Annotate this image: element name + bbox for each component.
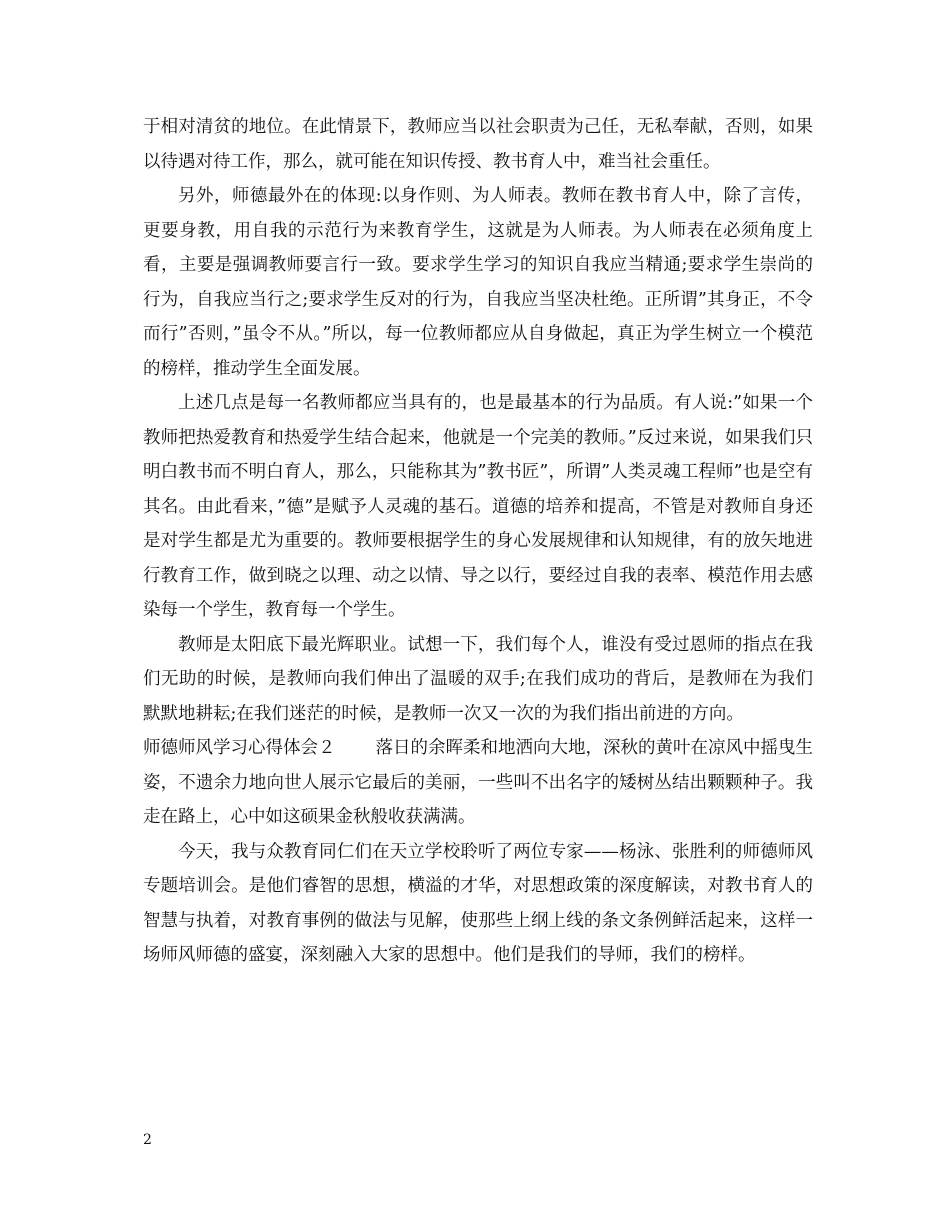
document-page [143, 110, 813, 973]
section-heading: 师德师风学习心得体会２ [143, 738, 336, 758]
section-paragraph-2: 今天，我与众教育同仁们在天立学校聆听了两位专家——杨泳、张胜利的师德师风专题培训会。是他们睿智的思想，横溢的才华，对思想政策的深度解读，对教书育人的智慧与执着，对教育事例的做法与见解，使那些上纲上线的条文条例鲜活起来，这样一场师风师德的盛宴，深刻融入大家的思想中。他们是我们的导师，我们的榜样。 [143, 841, 813, 965]
paragraph-3: 上述几点是每一名教师都应当具有的，也是最基本的行为品质。有人说:”如果一个教师把热爱教育和热爱学生结合起来，他就是一个完美的教师。”反过来说，如果我们只明白教书而不明白育人，那么，只能称其为”教书匠”，所谓”人类灵魂工程师”也是空有其名。由此看来，”德”是赋予人灵魂的基石。道德的培养和提高，不管是对教师自身还是对学生都是尤为重要的。教师要根据学生的身心发展规律和认知规律，有的放矢地进行教育工作，做到晓之以理、动之以情、导之以行，要经过自我的表率、模范作用去感染每一个学生，教育每一个学生。 [143, 393, 813, 620]
page-number: 2 [143, 1132, 152, 1148]
paragraph-4: 教师是太阳底下最光辉职业。试想一下，我们每个人，谁没有受过恩师的指点在我们无助的时候，是教师向我们伸出了温暖的双手;在我们成功的背后，是教师在为我们默默地耕耘;在我们迷茫的时候，是教师一次又一次的为我们指出前进的方向。 [143, 634, 813, 724]
section-paragraph-1: 落日的余晖柔和地洒向大地，深秋的黄叶在凉风中摇曳生姿，不遗余力地向世人展示它最后的美丽，一些叫不出名字的矮树丛结出颗颗种子。我走在路上，心中如这硕果金秋般收获满满。 [143, 738, 813, 827]
paragraph-2: 另外，师德最外在的体现:以身作则、为人师表。教师在教书育人中，除了言传，更要身教，用自我的示范行为来教育学生，这就是为人师表。为人师表在必须角度上看，主要是强调教师要言行一致。要求学生学习的知识自我应当精通;要求学生崇尚的行为，自我应当行之;要求学生反对的行为，自我应当坚决杜绝。正所谓”其身正，不令而行”否则，”虽令不从。”所以，每一位教师都应从自身做起，真正为学生树立一个模范的榜样，推动学生全面发展。 [143, 186, 813, 379]
section-2-opening [143, 731, 813, 835]
paragraph-1: 于相对清贫的地位。在此情景下，教师应当以社会职责为己任，无私奉献，否则，如果以待遇对待工作，那么，就可能在知识传授、教书育人中，难当社会重任。 [143, 117, 813, 172]
